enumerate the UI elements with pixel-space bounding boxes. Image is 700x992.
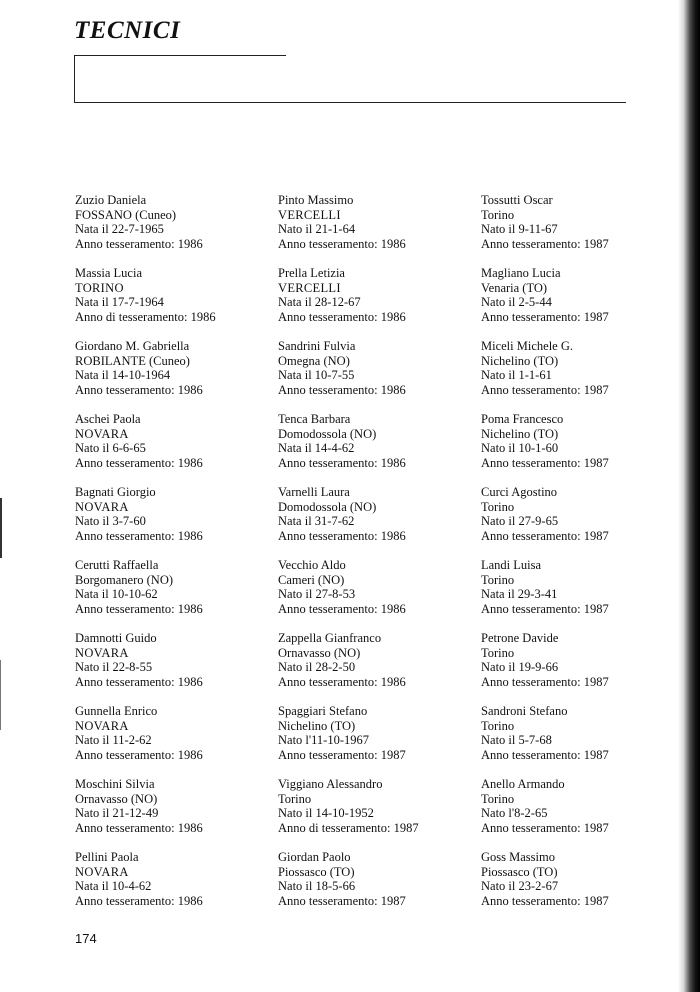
entry-place: Torino bbox=[278, 791, 312, 806]
entry-year: Anno tesseramento: 1986 bbox=[75, 382, 203, 397]
entry-birth: Nato il 11-2-62 bbox=[75, 733, 152, 747]
entry-place: Nichelino (TO) bbox=[481, 426, 559, 441]
entry-place: NOVARA bbox=[75, 499, 129, 514]
entry-name: Goss Massimo bbox=[481, 850, 555, 864]
entry-year: Anno tesseramento: 1987 bbox=[481, 820, 609, 835]
entry-name: Giordano M. Gabriella bbox=[75, 339, 190, 353]
entry-place: NOVARA bbox=[75, 864, 129, 879]
person-entry bbox=[75, 558, 275, 616]
entry-name: Sandroni Stefano bbox=[481, 704, 568, 718]
entry-year: Anno tesseramento: 1986 bbox=[278, 382, 406, 397]
entry-place: Cameri (NO) bbox=[278, 572, 345, 587]
entry-name: Varnelli Laura bbox=[278, 485, 350, 499]
entry-name: Miceli Michele G. bbox=[481, 339, 573, 353]
entry-year: Anno tesseramento: 1986 bbox=[278, 674, 406, 689]
entry-birth: Nato il 14-10-1952 bbox=[278, 806, 374, 820]
entry-name: Bagnati Giorgio bbox=[75, 485, 156, 499]
entry-place: Domodossola (NO) bbox=[278, 499, 377, 514]
person-entry bbox=[278, 485, 478, 543]
person-entry bbox=[481, 412, 681, 470]
entry-birth: Nato il 18-5-66 bbox=[278, 879, 356, 893]
entry-year: Anno tesseramento: 1987 bbox=[481, 893, 609, 908]
person-entry bbox=[481, 777, 681, 835]
entry-year: Anno tesseramento: 1986 bbox=[278, 309, 406, 324]
entry-birth: Nato il 28-2-50 bbox=[278, 660, 356, 674]
entry-place: Borgomanero (NO) bbox=[75, 572, 174, 587]
entry-year: Anno tesseramento: 1986 bbox=[278, 528, 406, 543]
entry-year: Anno tesseramento: 1986 bbox=[278, 601, 406, 616]
person-entry bbox=[75, 485, 275, 543]
entry-birth: Nato il 27-9-65 bbox=[481, 514, 559, 528]
entry-name: Zuzio Daniela bbox=[75, 193, 147, 207]
entry-birth: Nato il 3-7-60 bbox=[75, 514, 146, 528]
person-entry bbox=[481, 558, 681, 616]
entry-birth: Nato il 2-5-44 bbox=[481, 295, 552, 309]
person-entry bbox=[481, 850, 681, 908]
frame-left-rule bbox=[74, 55, 75, 103]
entry-place: Torino bbox=[481, 572, 515, 587]
frame-top-rule bbox=[74, 55, 286, 56]
entry-name: Tenca Barbara bbox=[278, 412, 351, 426]
page-number: 174 bbox=[75, 931, 97, 946]
page-title: TECNICI bbox=[74, 17, 181, 44]
person-entry bbox=[75, 777, 275, 835]
entry-birth: Nato il 6-6-65 bbox=[75, 441, 146, 455]
entry-birth: Nata il 10-7-55 bbox=[278, 368, 355, 382]
entry-name: Magliano Lucia bbox=[481, 266, 561, 280]
person-entry bbox=[75, 339, 275, 397]
entry-name: Giordan Paolo bbox=[278, 850, 351, 864]
entry-year: Anno tesseramento: 1986 bbox=[75, 601, 203, 616]
entry-name: Zappella Gianfranco bbox=[278, 631, 382, 645]
entry-name: Damnotti Guido bbox=[75, 631, 157, 645]
person-entry bbox=[278, 558, 478, 616]
entry-year: Anno tesseramento: 1986 bbox=[278, 236, 406, 251]
entry-birth: Nato il 19-9-66 bbox=[481, 660, 559, 674]
entry-birth: Nata il 10-10-62 bbox=[75, 587, 158, 601]
entry-year: Anno tesseramento: 1986 bbox=[75, 820, 203, 835]
entry-place: Torino bbox=[481, 207, 515, 222]
entry-birth: Nato il 5-7-68 bbox=[481, 733, 552, 747]
entry-place: VERCELLI bbox=[278, 207, 341, 222]
entry-name: Landi Luisa bbox=[481, 558, 542, 572]
entry-year: Anno tesseramento: 1986 bbox=[75, 528, 203, 543]
entry-birth: Nato il 1-1-61 bbox=[481, 368, 552, 382]
person-entry bbox=[278, 339, 478, 397]
entry-birth: Nato il 10-1-60 bbox=[481, 441, 559, 455]
entry-place: Ornavasso (NO) bbox=[75, 791, 158, 806]
entry-place: NOVARA bbox=[75, 426, 129, 441]
entry-name: Pinto Massimo bbox=[278, 193, 354, 207]
entry-place: Ornavasso (NO) bbox=[278, 645, 361, 660]
entry-year: Anno di tesseramento: 1987 bbox=[278, 820, 419, 835]
entry-place: Torino bbox=[481, 791, 515, 806]
entry-birth: Nato il 21-12-49 bbox=[75, 806, 159, 820]
entry-place: TORINO bbox=[75, 280, 124, 295]
person-entry bbox=[278, 193, 478, 251]
entry-year: Anno di tesseramento: 1986 bbox=[75, 309, 216, 324]
person-entry bbox=[75, 850, 275, 908]
entry-place: NOVARA bbox=[75, 645, 129, 660]
entry-birth: Nato il 21-1-64 bbox=[278, 222, 356, 236]
entry-name: Viggiano Alessandro bbox=[278, 777, 383, 791]
person-entry bbox=[278, 412, 478, 470]
entry-name: Moschini Silvia bbox=[75, 777, 155, 791]
entry-name: Prella Letizia bbox=[278, 266, 345, 280]
entry-birth: Nata il 10-4-62 bbox=[75, 879, 152, 893]
entry-name: Spaggiari Stefano bbox=[278, 704, 368, 718]
entry-year: Anno tesseramento: 1986 bbox=[75, 674, 203, 689]
entry-year: Anno tesseramento: 1987 bbox=[278, 893, 406, 908]
scan-edge-mark bbox=[0, 498, 2, 558]
person-entry bbox=[481, 266, 681, 324]
entry-place: Omegna (NO) bbox=[278, 353, 350, 368]
entry-name: Gunnella Enrico bbox=[75, 704, 158, 718]
entry-name: Curci Agostino bbox=[481, 485, 558, 499]
entry-year: Anno tesseramento: 1986 bbox=[75, 236, 203, 251]
person-entry bbox=[481, 485, 681, 543]
entry-name: Petrone Davide bbox=[481, 631, 559, 645]
person-entry bbox=[278, 777, 478, 835]
entry-birth: Nata il 28-12-67 bbox=[278, 295, 361, 309]
entry-name: Anello Armando bbox=[481, 777, 565, 791]
person-entry bbox=[278, 850, 478, 908]
entry-place: Torino bbox=[481, 499, 515, 514]
entry-year: Anno tesseramento: 1987 bbox=[481, 455, 609, 470]
entry-place: Torino bbox=[481, 645, 515, 660]
person-entry bbox=[278, 631, 478, 689]
entry-year: Anno tesseramento: 1987 bbox=[481, 528, 609, 543]
person-entry bbox=[75, 704, 275, 762]
person-entry bbox=[278, 266, 478, 324]
entry-year: Anno tesseramento: 1987 bbox=[278, 747, 406, 762]
frame-bottom-rule bbox=[74, 102, 626, 103]
person-entry bbox=[481, 704, 681, 762]
entry-birth: Nato il 9-11-67 bbox=[481, 222, 558, 236]
entry-place: VERCELLI bbox=[278, 280, 341, 295]
entry-birth: Nata il 17-7-1964 bbox=[75, 295, 164, 309]
entry-name: Aschei Paola bbox=[75, 412, 141, 426]
entry-place: Nichelino (TO) bbox=[481, 353, 559, 368]
person-entry bbox=[75, 631, 275, 689]
entry-place: Piossasco (TO) bbox=[278, 864, 355, 879]
entry-place: Nichelino (TO) bbox=[278, 718, 356, 733]
entry-birth: Nata il 14-4-62 bbox=[278, 441, 355, 455]
entry-name: Poma Francesco bbox=[481, 412, 564, 426]
entry-birth: Nata il 29-3-41 bbox=[481, 587, 558, 601]
entry-birth: Nata il 31-7-62 bbox=[278, 514, 355, 528]
entry-year: Anno tesseramento: 1986 bbox=[75, 747, 203, 762]
entry-name: Massia Lucia bbox=[75, 266, 142, 280]
entry-place: Piossasco (TO) bbox=[481, 864, 558, 879]
entry-year: Anno tesseramento: 1987 bbox=[481, 601, 609, 616]
person-entry bbox=[75, 193, 275, 251]
scan-edge-mark bbox=[0, 660, 1, 730]
person-entry bbox=[481, 339, 681, 397]
entry-place: Domodossola (NO) bbox=[278, 426, 377, 441]
entry-name: Vecchio Aldo bbox=[278, 558, 346, 572]
entry-birth: Nato l'8-2-65 bbox=[481, 806, 548, 820]
entry-birth: Nato il 23-2-67 bbox=[481, 879, 559, 893]
entry-year: Anno tesseramento: 1987 bbox=[481, 309, 609, 324]
entry-year: Anno tesseramento: 1987 bbox=[481, 382, 609, 397]
person-entry bbox=[75, 412, 275, 470]
entry-birth: Nata il 22-7-1965 bbox=[75, 222, 164, 236]
person-entry bbox=[481, 193, 681, 251]
entry-year: Anno tesseramento: 1986 bbox=[75, 893, 203, 908]
entry-year: Anno tesseramento: 1987 bbox=[481, 236, 609, 251]
entry-year: Anno tesseramento: 1987 bbox=[481, 747, 609, 762]
person-entry bbox=[75, 266, 275, 324]
entry-name: Cerutti Raffaella bbox=[75, 558, 159, 572]
book-binding-shadow bbox=[678, 0, 700, 992]
entry-year: Anno tesseramento: 1987 bbox=[481, 674, 609, 689]
entry-name: Pellini Paola bbox=[75, 850, 139, 864]
person-entry bbox=[481, 631, 681, 689]
entry-place: Venaria (TO) bbox=[481, 280, 548, 295]
entry-birth: Nato il 22-8-55 bbox=[75, 660, 153, 674]
entry-birth: Nato il 27-8-53 bbox=[278, 587, 356, 601]
entry-name: Tossutti Oscar bbox=[481, 193, 553, 207]
entry-year: Anno tesseramento: 1986 bbox=[75, 455, 203, 470]
entry-name: Sandrini Fulvia bbox=[278, 339, 356, 353]
entry-place: ROBILANTE (Cuneo) bbox=[75, 353, 190, 368]
entry-birth: Nata il 14-10-1964 bbox=[75, 368, 171, 382]
person-entry bbox=[278, 704, 478, 762]
entry-birth: Nato l'11-10-1967 bbox=[278, 733, 370, 747]
entry-place: FOSSANO (Cuneo) bbox=[75, 207, 177, 222]
entry-place: NOVARA bbox=[75, 718, 129, 733]
entry-year: Anno tesseramento: 1986 bbox=[278, 455, 406, 470]
entry-place: Torino bbox=[481, 718, 515, 733]
